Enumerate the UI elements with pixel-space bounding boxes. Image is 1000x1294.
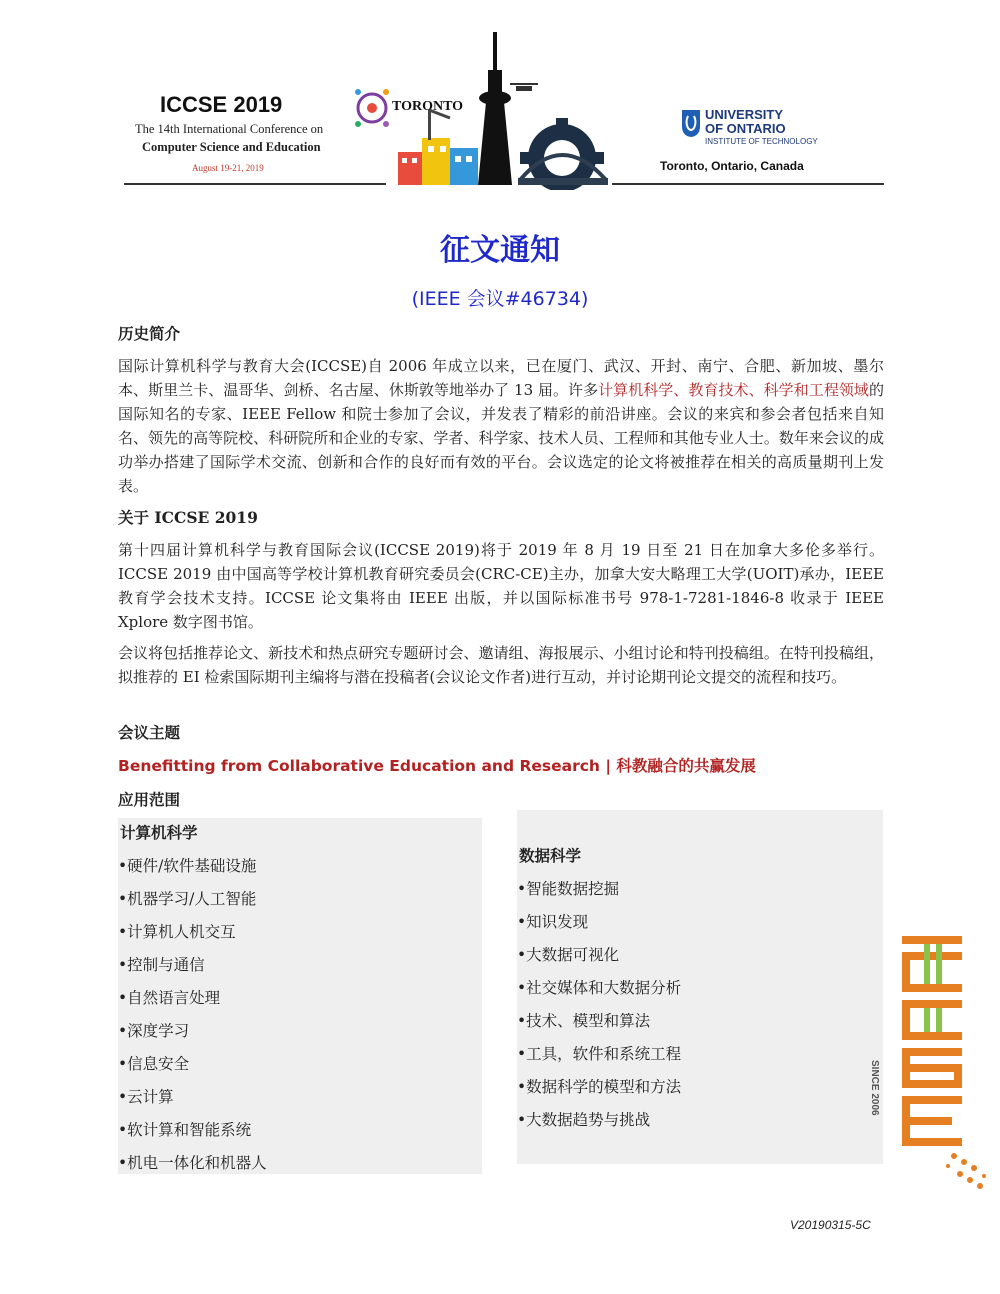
conference-name: ICCSE 2019 [160,92,283,117]
history-heading: 历史简介 [118,324,181,343]
list-item: •计算机人机交互 [118,923,236,941]
conference-date: August 19-21, 2019 [192,163,264,173]
list-item: •深度学习 [118,1022,190,1040]
list-item: •机器学习/人工智能 [118,890,257,908]
list-item: •控制与通信 [118,956,205,974]
list-item: •云计算 [118,1088,174,1106]
list-item: •自然语言处理 [118,989,221,1007]
list-item: •数据科学的模型和方法 [517,1078,682,1096]
cn-tower-icon [478,32,512,185]
scope-heading: 应用范围 [118,790,181,809]
about-paragraph-1: 第十四届计算机科学与教育国际会议(ICCSE 2019)将于 2019 年 8 月 19 日至 21 日在加拿大多伦多举行。ICCSE 2019 由中国高等学校计算机教育研究委员会(CRC-CE)主办，加拿大安大略理工大学(UOIT)承办，IEEE 教育学会技术支持。ICCSE 论文集将由 IEEE 出版，并以国际标准书号 978-1-7281-1846-8 收录于 IEEE Xplore 数字图书馆。 [118,541,884,631]
document-version: V20190315-5C [790,1218,871,1232]
buildings-icon [398,110,478,185]
network-icon [355,89,389,127]
logo-since-text: SINCE 2006 [869,1060,880,1116]
list-item: •信息安全 [118,1055,190,1073]
page-title: 征文通知 [440,233,560,268]
conference-location: Toronto, Ontario, Canada [660,159,804,173]
about-heading: 关于 ICCSE 2019 [118,508,258,527]
list-item: •智能数据挖掘 [517,880,620,898]
city-wordmark: TORONTO [392,99,464,114]
list-item: •社交媒体和大数据分析 [517,979,682,997]
list-item: •工具，软件和系统工程 [517,1045,682,1063]
university-name: UNIVERSITY OF ONTARIO [705,107,786,136]
data-science-box [517,810,883,1164]
list-item: •知识发现 [517,913,589,931]
list-item: •大数据趋势与挑战 [517,1111,651,1129]
list-item: •技术、模型和算法 [517,1012,651,1030]
gear-icon [518,118,608,190]
conference-full-name-line2: Computer Science and Education [142,140,321,154]
computer-science-box [118,818,482,1174]
computer-science-heading: 计算机科学 [120,823,198,842]
about-paragraph-2: 会议将包括推荐论文、新技术和热点研究专题研讨会、邀请组、海报展示、小组讨论和特刊投稿组。在特刊投稿组，拟推荐的 EI 检索国际期刊主编将与潜在投稿者(会议论文作者)进行互动，并讨论期刊论文提交的流程和技巧。 [118,644,884,686]
iccse-vertical-logo [884,930,1000,1198]
toronto-skyline-logo [350,30,612,190]
list-item: •机电一体化和机器人 [118,1154,267,1172]
list-item: •硬件/软件基础设施 [118,857,257,875]
drone-icon [510,84,538,91]
header-divider-right [612,183,884,185]
history-text-a: 国际计算机科学与教育大会(ICCSE)自 2006 年成立以来，已在厦门、武汉、开封、南宁、合肥、新加坡、墨尔本、斯里兰卡、温哥华、剑桥、名古屋、休斯敦等地举办了 13 届。许多 [118,357,884,399]
history-text-b: 的国际知名的专家、IEEE Fellow 和院士参加了会议，并发表了精彩的前沿讲座。会议的来宾和参会者包括来自知名、领先的高等院校、科研院所和企业的专家、学者、科学家、技术人员、工程师和其他专业人士。数年来会议的成功举办搭建了国际学术交流、创新和合作的良好而有效的平台。会议选定的论文将被推荐在相关的高质量期刊上发表。 [118,381,884,495]
university-subtitle: INSTITUTE OF TECHNOLOGY [705,137,818,146]
history-paragraph [118,354,884,498]
header-divider-left [124,183,386,185]
theme-text: Benefitting from Collaborative Education and Research | 科教融合的共赢发展 [118,757,756,775]
conference-full-name-line1: The 14th International Conference on [135,122,324,136]
theme-heading: 会议主题 [118,723,181,742]
list-item: •大数据可视化 [517,946,620,964]
list-item: •软计算和智能系统 [118,1121,252,1139]
history-text-highlight: 计算机科学、教育技术、科学和工程领域 [598,381,869,399]
page-subtitle: (IEEE 会议#46734) [411,288,589,310]
data-science-heading: 数据科学 [519,846,582,865]
university-shield-icon [680,108,702,138]
